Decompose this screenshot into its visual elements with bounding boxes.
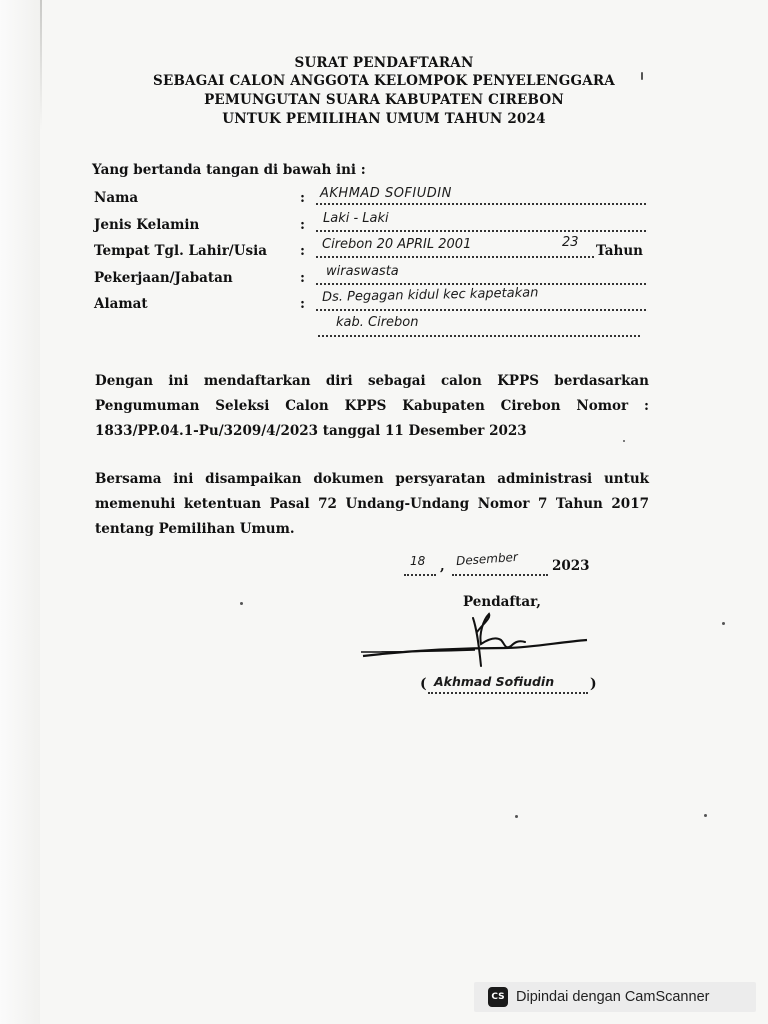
value-jenis-kelamin: Laki - Laki: [323, 211, 389, 226]
title-line-2: SEBAGAI CALON ANGGOTA KELOMPOK PENYELENGGARA: [153, 73, 615, 89]
date-comma: ,: [440, 558, 445, 574]
scan-speck: [240, 602, 243, 605]
value-alamat-line-1: Ds. Pegagan kidul kec kapetakan: [321, 285, 539, 305]
colon-nama: :: [300, 190, 305, 206]
dotted-line-nama: [316, 203, 646, 205]
date-month-dots: [452, 574, 548, 576]
camscanner-logo-icon: CS: [488, 987, 508, 1007]
camscanner-text: Dipindai dengan CamScanner: [516, 989, 710, 1005]
date-month: Desember: [455, 549, 519, 569]
value-nama: AKHMAD SOFIUDIN: [320, 186, 452, 201]
date-day-dots: [404, 574, 436, 576]
value-age: 23: [562, 235, 579, 250]
colon-ttl: :: [300, 243, 305, 259]
date-day: 18: [410, 554, 426, 568]
value-pekerjaan: wiraswasta: [326, 264, 399, 279]
paragraph-persyaratan: Bersama ini disampaikan dokumen persyaratan administrasi untuk memenuhi ketentuan Pasal 72 Undang-Undang Nomor 7 Tahun 2017 tentang Pemilihan Umum.: [95, 471, 649, 537]
signer-name-block: [420, 674, 600, 698]
label-alamat: Alamat: [94, 296, 148, 312]
scan-speck: [722, 622, 725, 625]
label-nama: Nama: [94, 190, 139, 206]
intro-text: Yang bertanda tangan di bawah ini :: [92, 162, 366, 178]
paragraph-pendaftaran: Dengan ini mendaftarkan diri sebagai calon KPPS berdasarkan Pengumuman Seleksi Calon KPPS Kabupaten Cirebon Nomor : 1833/PP.04.1-Pu/3209/4/2023 tanggal 11 Desember 2023: [95, 373, 649, 439]
dotted-line-pekerjaan: [316, 283, 646, 285]
title-line-3: PEMUNGUTAN SUARA KABUPATEN CIREBON: [204, 92, 564, 108]
dotted-line-alamat-2: [318, 335, 640, 337]
label-ttl: Tempat Tgl. Lahir/Usia: [94, 243, 267, 259]
value-alamat-line-2: kab. Cirebon: [336, 315, 419, 330]
paren-right: ): [590, 676, 597, 692]
dotted-line-ttl: [316, 256, 594, 258]
camscanner-watermark: [474, 982, 756, 1012]
label-jenis-kelamin: Jenis Kelamin: [94, 217, 200, 233]
scan-speck: [704, 814, 707, 817]
title-line-4: UNTUK PEMILIHAN UMUM TAHUN 2024: [222, 111, 546, 127]
scan-speck: [641, 72, 643, 80]
colon-alamat: :: [300, 296, 305, 312]
scan-speck: [515, 815, 518, 818]
signer-name: Akhmad Sofiudin: [434, 674, 555, 689]
suffix-tahun: Tahun: [596, 243, 643, 259]
signing-date: [404, 549, 604, 578]
colon-jenis-kelamin: :: [300, 217, 305, 233]
signature-mark: [355, 610, 595, 680]
signer-name-dots: [428, 692, 588, 694]
date-year: 2023: [552, 558, 590, 574]
scan-background-left: [0, 0, 40, 1024]
title-line-1: SURAT PENDAFTARAN: [294, 55, 474, 71]
dotted-line-alamat-1: [316, 309, 646, 311]
colon-pekerjaan: :: [300, 270, 305, 286]
label-pekerjaan: Pekerjaan/Jabatan: [94, 270, 233, 286]
scan-speck: [623, 440, 625, 442]
signer-title: Pendaftar,: [463, 594, 542, 610]
dotted-line-jenis-kelamin: [316, 230, 646, 232]
value-ttl: Cirebon 20 APRIL 2001: [322, 237, 472, 252]
paren-left: (: [420, 676, 427, 692]
